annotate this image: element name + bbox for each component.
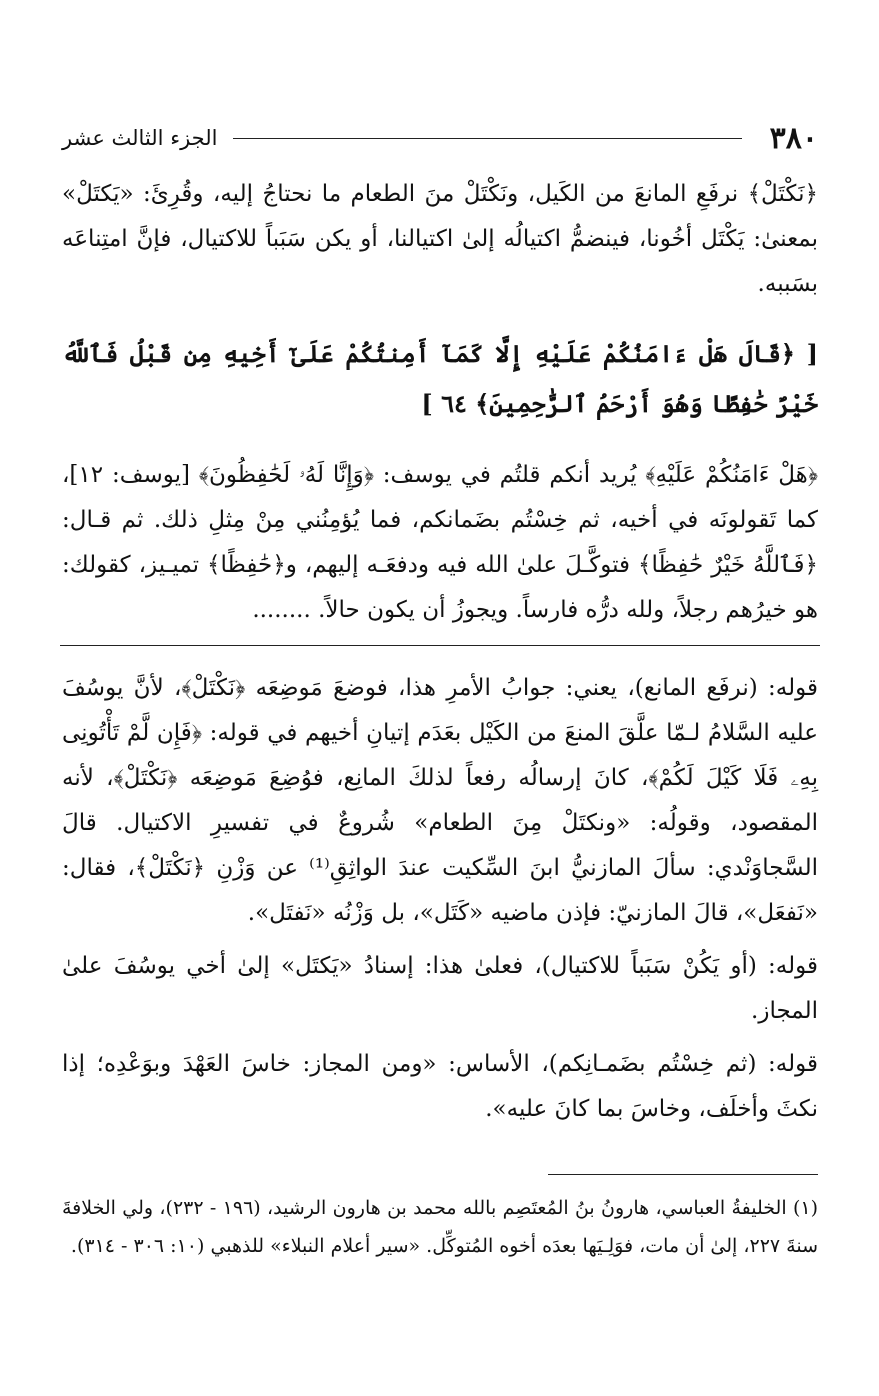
quran-verse: [ ﴿قَالَ هَلْ ءَامَنُكُمْ عَلَيْهِ إِلَّا كَمَآ أَمِنتُكُمْ عَلَىٰٓ أَخِيهِ مِن قَبْلُ فَٱللَّهُ خَيْرٌ حَٰفِظًا وَهُوَ أَرْحَمُ ٱلرَّٰحِمِينَ﴾ ٦٤ ] [62, 339, 818, 418]
running-title: الجزء الثالث عشر [62, 126, 218, 150]
main-paragraph-1: ﴿نَكْتَلْ﴾ نرفَعِ المانعَ من الكَيل، ونَكْتَلْ منَ الطعام ما نحتاجُ إليه، وقُرِئَ: «يَكتَلْ» بمعنىٰ: يَكْتَل أخُونا، فينضمُّ اكتيالُه إلىٰ اكتيالنا، أو يكن سَبَباً للاكتيال، فإنَّ امتِناعَه بسَببه. [62, 181, 818, 297]
page-header [62, 118, 818, 158]
book-page [62, 118, 818, 1284]
main-paragraph-2: ﴿هَلْ ءَامَنُكُمْ عَلَيْهِ﴾ يُريد أنكم قلتُم في يوسف: ﴿وَإِنَّا لَهُۥ لَحَٰفِظُونَ﴾ [يوسف: ١٢]، كما تَقولونَه في أخيه، ثم خِسْتُم بضَمانكم، فما يُؤمِنُني مِنْ مِثلِ ذلك. ثم قـال: ﴿فَٱللَّهُ خَيْرٌ حَٰفِظًا﴾ فتوكَّـلَ علىٰ الله فيه ودفعَـه إليهم، و﴿حَٰفِظًا﴾ تميـيز، كقولك: هو خيرُهم رجلاً، ولله درُّه فارساً. ويجوزُ أن يكون حالاً. ........ [62, 462, 818, 623]
commentary-paragraph-3: قوله: (ثم خِسْتُم بضَمـانِكم)، الأساس: «ومن المجاز: خاسَ العَهْدَ وبوَعْدِه؛ إذا نكثَ وأخلَف، وخاسَ بما كانَ عليه». [62, 1051, 818, 1122]
section-divider [60, 645, 820, 646]
header-rule [233, 138, 741, 139]
commentary-paragraph-2: قوله: (أو يَكُنْ سَبَباً للاكتيال)، فعلىٰ هذا: إسنادُ «يَكتَل» إلىٰ أخي يوسُفَ علىٰ المجاز. [62, 953, 818, 1024]
page-number: ٣٨٠ [769, 120, 818, 156]
commentary-paragraph-1: قوله: (نرفَع المانع)، يعني: جوابُ الأمرِ هذا، فوضعَ مَوضِعَه ﴿نَكْتَلْ﴾، لأنَّ يوسُفَ عليه السَّلامُ لـمّا علَّقَ المنعَ من الكَيْل بعَدَم إتيانِ أخيهم في قوله: ﴿فَإِن لَّمْ تَأْتُونِى بِهِۦ فَلَا كَيْلَ لَكُمْ﴾، كانَ إرسالُه رفعاً لذلكَ المانِع، فوُضِعَ مَوضِعَه ﴿نَكْتَلْ﴾، لأنه المقصود، وقولُه: «ونكتَلْ مِنَ الطعام» شُروعٌ في تفسيرِ الاكتيال. قالَ السَّجاوَنْدي: سألَ المازنيُّ ابنَ السِّكيت عندَ الواثِقِ⁽¹⁾ عن وَزْنِ ﴿نَكْتَلْ﴾، فقال: «نَفعَل»، قالَ المازنيّ: فإذن ماضيه «كَتَل»، بل وَزْنُه «نَفتَل». [62, 675, 819, 926]
footnote: (١) الخليفةُ العباسي، هارونُ بنُ المُعتَصِم بالله محمد بن هارون الرشيد، (١٩٦ - ٢٣٢)، ولي الخلافةَ سنةَ ٢٢٧، إلىٰ أن مات، فوَلِـيَها بعدَه أخوه المُتوكِّل. «سير أعلام النبلاء» للذهبي (١٠: ٣٠٦ - ٣١٤). [62, 1197, 818, 1257]
footnote-rule [548, 1174, 818, 1175]
